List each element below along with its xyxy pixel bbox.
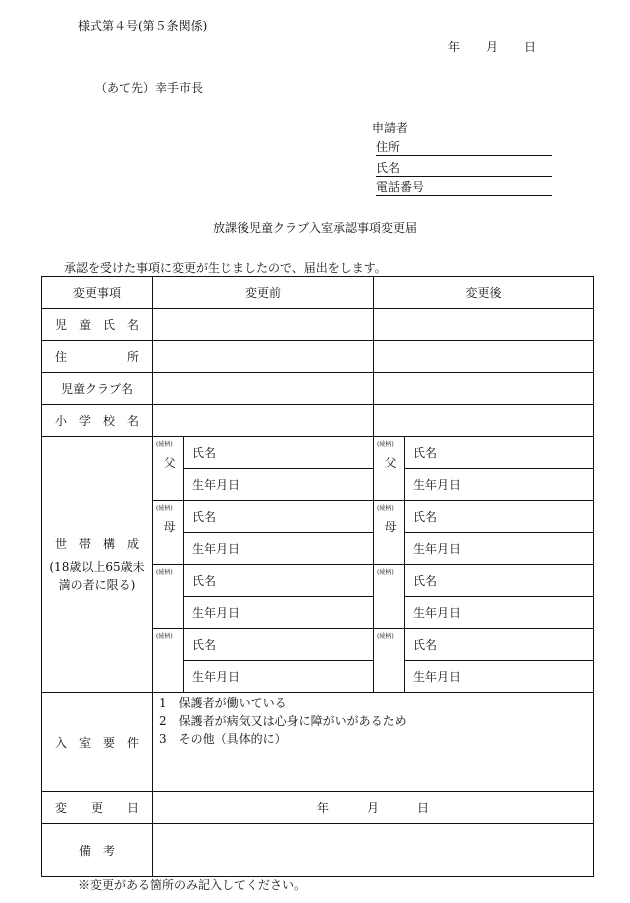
- mother-name-after[interactable]: 氏名: [405, 501, 594, 533]
- row-label-child-name: 児 童 氏 名: [42, 309, 153, 341]
- row-label-requirement: 入 室 要 件: [42, 693, 153, 792]
- school-after[interactable]: [374, 405, 594, 437]
- form-title: 放課後児童クラブ入室承認事項変更届: [212, 221, 417, 235]
- table-row: [42, 437, 594, 469]
- relation-cell[interactable]: (続柄) 母: [153, 501, 184, 565]
- relation-mother: 母: [163, 520, 176, 534]
- col-before-header: 変更前: [153, 277, 374, 309]
- relation-cell[interactable]: (続柄): [374, 629, 405, 693]
- row-label-club: 児童クラブ名: [42, 373, 153, 405]
- member3-birth-after[interactable]: 生年月日: [405, 597, 594, 629]
- father-name-after[interactable]: 氏名: [405, 437, 594, 469]
- father-birth-before[interactable]: 生年月日: [184, 469, 374, 501]
- mother-birth-after[interactable]: 生年月日: [405, 533, 594, 565]
- remarks-field[interactable]: [153, 824, 594, 877]
- row-label-change-date: 変 更 日: [42, 792, 153, 824]
- school-before[interactable]: [153, 405, 374, 437]
- table-row: [42, 373, 594, 405]
- date-line: 年 月 日: [448, 40, 537, 54]
- relation-cell[interactable]: (続柄): [153, 565, 184, 629]
- table-row: [42, 824, 594, 877]
- row-label-school: 小 学 校 名: [42, 405, 153, 437]
- member4-birth-before[interactable]: 生年月日: [184, 661, 374, 693]
- father-name-before[interactable]: 氏名: [184, 437, 374, 469]
- col-after-header: 変更後: [374, 277, 594, 309]
- relation-cell[interactable]: (続柄) 父: [374, 437, 405, 501]
- member3-name-after[interactable]: 氏名: [405, 565, 594, 597]
- form-number: 様式第４号(第５条関係): [78, 19, 208, 33]
- club-after[interactable]: [374, 373, 594, 405]
- relation-cell[interactable]: (続柄) 父: [153, 437, 184, 501]
- requirement-option[interactable]: 1 保護者が働いている: [159, 696, 287, 710]
- member4-birth-after[interactable]: 生年月日: [405, 661, 594, 693]
- header-row: [42, 277, 594, 309]
- requirement-options[interactable]: [153, 693, 594, 792]
- relation-father: 父: [384, 456, 397, 470]
- row-label-remarks: 備 考: [42, 824, 153, 877]
- child-name-before[interactable]: [153, 309, 374, 341]
- mother-birth-before[interactable]: 生年月日: [184, 533, 374, 565]
- requirement-option[interactable]: 3 その他（具体的に）: [159, 732, 287, 746]
- relation-cell[interactable]: (続柄): [153, 629, 184, 693]
- intro-text: 承認を受けた事項に変更が生じましたので、届出をします。: [64, 261, 387, 275]
- table-row: [42, 341, 594, 373]
- row-label-address: 住 所: [42, 341, 153, 373]
- footnote: ※変更がある箇所のみ記入してください。: [78, 878, 307, 892]
- household-label-cell: [42, 437, 153, 693]
- table-row: [42, 693, 594, 792]
- relation-father: 父: [163, 456, 176, 470]
- applicant-heading: 申請者: [372, 121, 409, 135]
- household-note: (18歳以上65歳未満の者に限る): [49, 560, 145, 592]
- club-before[interactable]: [153, 373, 374, 405]
- member4-name-before[interactable]: 氏名: [184, 629, 374, 661]
- change-form-table: [41, 276, 594, 877]
- father-birth-after[interactable]: 生年月日: [405, 469, 594, 501]
- col-item-header: 変更事項: [42, 277, 153, 309]
- addressee: （あて先）幸手市長: [95, 81, 204, 95]
- mother-name-before[interactable]: 氏名: [184, 501, 374, 533]
- applicant-address[interactable]: 住所: [376, 138, 552, 156]
- address-before[interactable]: [153, 341, 374, 373]
- table-row: [42, 792, 594, 824]
- address-after[interactable]: [374, 341, 594, 373]
- requirement-option[interactable]: 2 保護者が病気又は心身に障がいがあるため: [159, 714, 407, 728]
- member4-name-after[interactable]: 氏名: [405, 629, 594, 661]
- child-name-after[interactable]: [374, 309, 594, 341]
- member3-birth-before[interactable]: 生年月日: [184, 597, 374, 629]
- applicant-phone[interactable]: 電話番号: [376, 178, 552, 196]
- relation-cell[interactable]: (続柄): [374, 565, 405, 629]
- table-row: [42, 309, 594, 341]
- applicant-name[interactable]: 氏名: [376, 159, 552, 177]
- relation-mother: 母: [384, 520, 397, 534]
- household-label: 世 帯 構 成: [54, 537, 139, 551]
- table-row: [42, 405, 594, 437]
- member3-name-before[interactable]: 氏名: [184, 565, 374, 597]
- relation-cell[interactable]: (続柄) 母: [374, 501, 405, 565]
- change-date-field[interactable]: 年 月 日: [153, 792, 594, 824]
